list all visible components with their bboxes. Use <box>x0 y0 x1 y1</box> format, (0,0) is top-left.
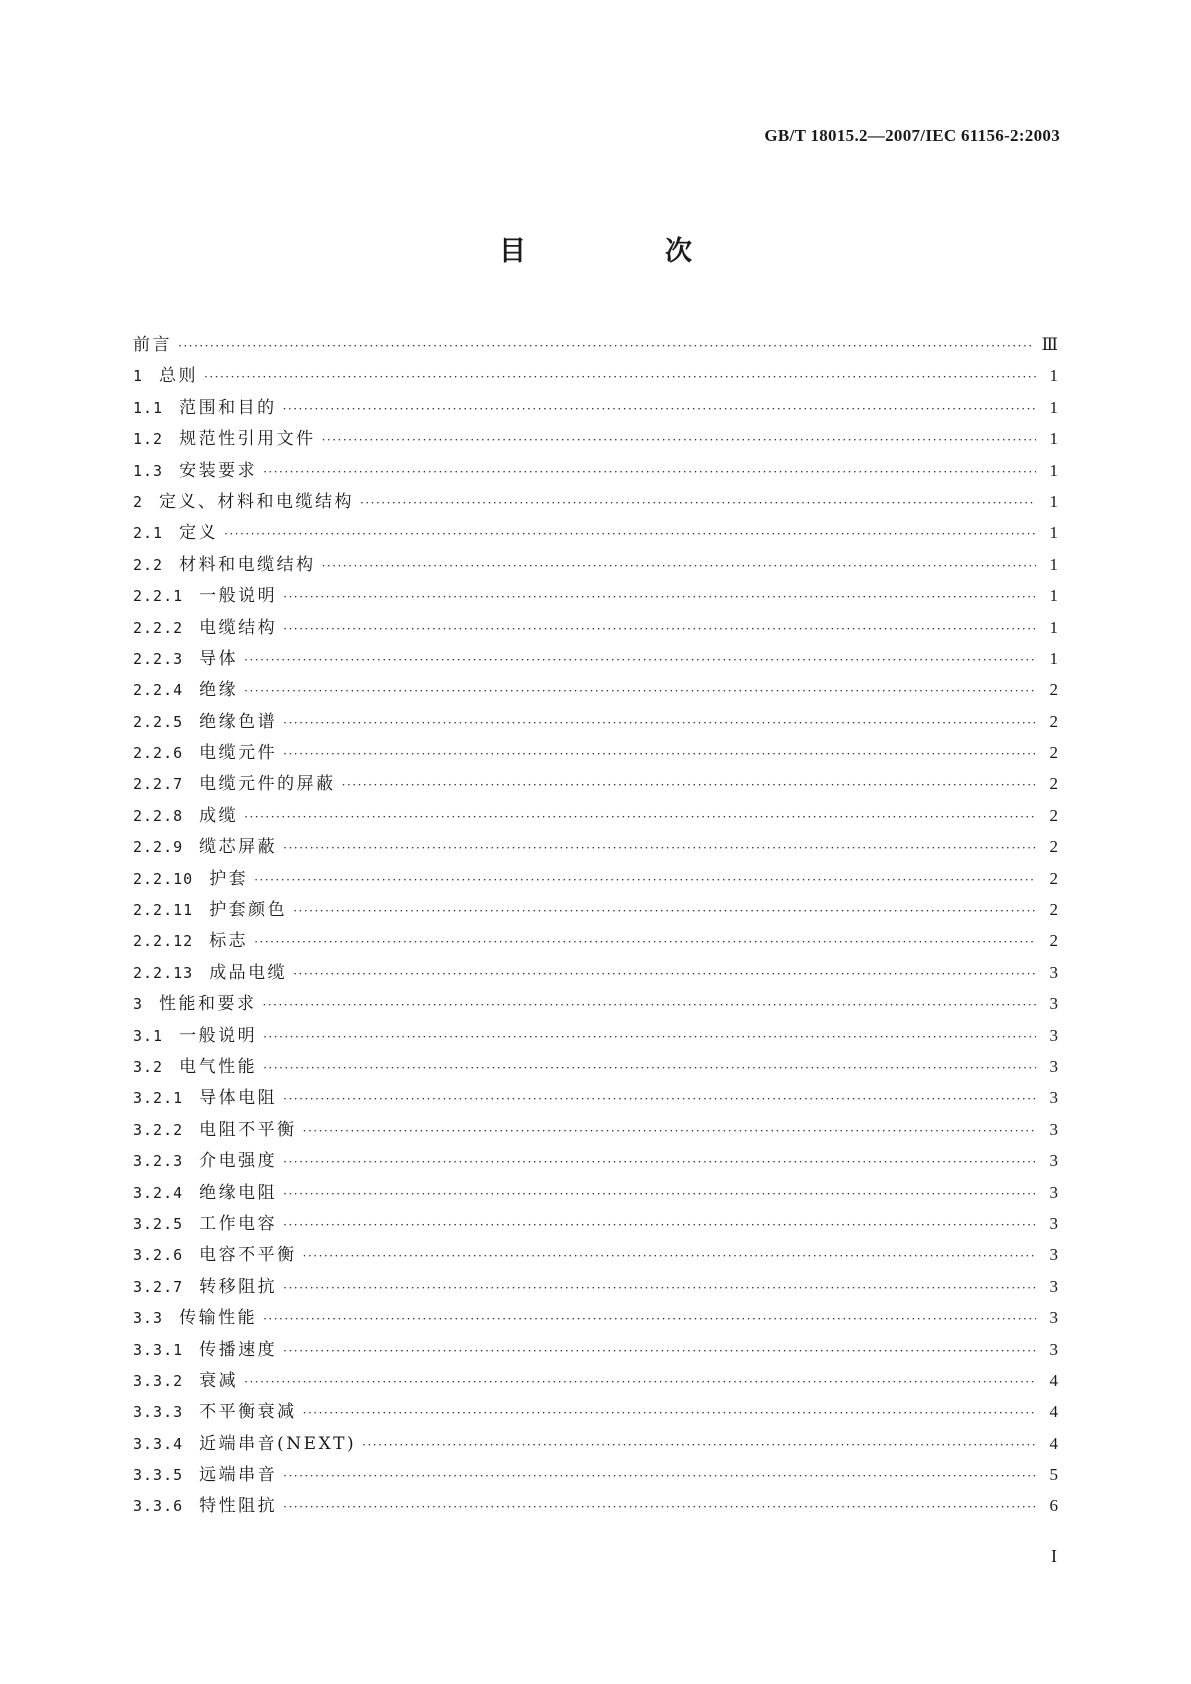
toc-entry-page: 2 <box>1049 711 1058 731</box>
standard-number-header: GB/T 18015.2—2007/IEC 61156-2:2003 <box>764 126 1060 145</box>
toc-entry-page: 3 <box>1049 1182 1058 1202</box>
toc-entry-number: 2.2.11 <box>133 901 194 920</box>
toc-entry-title: 成缆 <box>199 805 239 826</box>
toc-dot-leader <box>283 1155 1036 1169</box>
toc-entry-page: 3 <box>1049 1213 1058 1233</box>
toc-entry[interactable] <box>133 393 1058 424</box>
toc-entry-title: 总则 <box>159 366 199 387</box>
toc-entry-title: 安装要求 <box>179 460 258 481</box>
toc-entry-title: 传播速度 <box>199 1339 278 1360</box>
toc-entry-title: 电缆元件 <box>199 743 278 764</box>
toc-entry-title: 传输性能 <box>179 1308 258 1329</box>
toc-entry-number: 3.1 <box>133 1026 164 1045</box>
toc-entry-number: 2.2 <box>133 555 164 574</box>
toc-dot-leader <box>224 527 1036 541</box>
toc-entry-number: 3.2.6 <box>133 1246 184 1265</box>
page-number: I <box>1051 1546 1057 1566</box>
toc-entry-page: 3 <box>1049 1245 1058 1265</box>
toc-entry[interactable] <box>133 989 1058 1020</box>
toc-entry[interactable] <box>133 1052 1058 1083</box>
toc-dot-leader <box>263 1061 1036 1075</box>
toc-entry[interactable] <box>133 895 1058 926</box>
toc-entry-title: 导体 <box>199 648 239 669</box>
toc-entry-page: 3 <box>1049 1088 1058 1108</box>
toc-entry[interactable] <box>133 1366 1058 1397</box>
toc-entry-page: 2 <box>1049 680 1058 700</box>
toc-entry-page: 2 <box>1049 743 1058 763</box>
toc-entry-number: 1.1 <box>133 398 164 417</box>
toc-entry-title: 前言 <box>133 335 172 355</box>
toc-entry-title: 标志 <box>209 931 249 952</box>
toc-dot-leader <box>360 496 1036 510</box>
toc-entry-page: 1 <box>1049 617 1058 637</box>
toc-entry[interactable] <box>133 1178 1058 1209</box>
toc-entry-page: 3 <box>1049 1056 1058 1076</box>
toc-entry-page: 1 <box>1049 429 1058 449</box>
toc-dot-leader <box>283 747 1036 761</box>
toc-entry-number: 2.2.5 <box>133 712 184 731</box>
toc-entry[interactable] <box>133 926 1058 957</box>
toc-dot-leader <box>322 559 1036 573</box>
toc-dot-leader <box>283 402 1036 416</box>
toc-entry-number: 2.2.9 <box>133 838 184 857</box>
toc-entry-page: 2 <box>1049 900 1058 920</box>
toc-entry-page: 1 <box>1049 648 1058 668</box>
toc-entry-number: 3.2.7 <box>133 1277 184 1296</box>
toc-entry-number: 3.3.6 <box>133 1497 184 1516</box>
toc-entry-title: 规范性引用文件 <box>179 429 316 450</box>
toc-dot-leader <box>283 1469 1036 1483</box>
table-of-contents <box>133 330 1058 1523</box>
toc-entry-page: 1 <box>1049 523 1058 543</box>
toc-entry-number: 3.3.4 <box>133 1434 184 1453</box>
toc-entry-number: 3.3 <box>133 1309 164 1328</box>
toc-entry-page: 4 <box>1049 1402 1058 1422</box>
toc-entry[interactable] <box>133 1429 1058 1460</box>
toc-dot-leader <box>293 967 1036 981</box>
toc-entry-title: 定义、材料和电缆结构 <box>159 491 355 512</box>
toc-entry-title: 范围和目的 <box>179 397 277 418</box>
toc-entry-title: 性能和要求 <box>159 994 257 1015</box>
toc-entry-number: 2.2.6 <box>133 744 184 763</box>
toc-dot-leader <box>322 433 1036 447</box>
toc-entry-page: 1 <box>1049 366 1058 386</box>
toc-entry-number: 3.3.5 <box>133 1466 184 1485</box>
toc-dot-leader <box>362 1438 1036 1452</box>
toc-entry[interactable] <box>133 675 1058 706</box>
toc-entry-number: 2.2.7 <box>133 775 184 794</box>
toc-entry-number: 3.2.1 <box>133 1089 184 1108</box>
toc-entry-number: 2 <box>133 492 144 511</box>
toc-entry[interactable] <box>133 958 1058 989</box>
toc-entry-page: 2 <box>1049 931 1058 951</box>
toc-entry-title: 一般说明 <box>199 586 278 607</box>
toc-entry-number: 1.3 <box>133 461 164 480</box>
toc-entry-page: 3 <box>1049 1308 1058 1328</box>
toc-entry-page: 3 <box>1049 1276 1058 1296</box>
toc-entry-page: 2 <box>1049 837 1058 857</box>
toc-entry-page: 2 <box>1049 774 1058 794</box>
toc-entry[interactable] <box>133 1146 1058 1177</box>
toc-entry-title: 成品电缆 <box>209 962 288 983</box>
toc-entry-number: 3 <box>133 995 144 1014</box>
toc-entry-number: 2.2.13 <box>133 963 194 982</box>
toc-dot-leader <box>283 1500 1036 1514</box>
toc-entry-page: 1 <box>1049 397 1058 417</box>
toc-entry[interactable] <box>133 361 1058 392</box>
toc-entry[interactable] <box>133 1272 1058 1303</box>
toc-entry[interactable] <box>133 864 1058 895</box>
toc-dot-leader <box>283 1218 1036 1232</box>
toc-entry-number: 3.3.2 <box>133 1371 184 1390</box>
toc-entry[interactable] <box>133 1021 1058 1052</box>
toc-entry[interactable] <box>133 1335 1058 1366</box>
toc-entry[interactable] <box>133 1115 1058 1146</box>
toc-entry-title: 电气性能 <box>179 1056 258 1077</box>
toc-entry-number: 2.2.10 <box>133 869 194 888</box>
toc-entry[interactable] <box>133 707 1058 738</box>
toc-dot-leader <box>342 778 1036 792</box>
toc-entry-title: 绝缘电阻 <box>199 1182 278 1203</box>
toc-dot-leader <box>283 590 1036 604</box>
toc-entry-number: 1 <box>133 367 144 386</box>
toc-dot-leader <box>303 1124 1036 1138</box>
toc-entry-page: 2 <box>1049 805 1058 825</box>
toc-dot-leader <box>263 1312 1036 1326</box>
toc-entry-page: 1 <box>1049 586 1058 606</box>
toc-entry-number: 3.2.4 <box>133 1183 184 1202</box>
toc-entry-page: 5 <box>1049 1465 1058 1485</box>
toc-entry[interactable] <box>133 1460 1058 1491</box>
toc-entry[interactable] <box>133 518 1058 549</box>
toc-entry-page: 1 <box>1049 554 1058 574</box>
toc-entry-page: 2 <box>1049 868 1058 888</box>
toc-entry-title: 定义 <box>179 523 219 544</box>
toc-entry-title: 电阻不平衡 <box>199 1119 297 1140</box>
toc-entry[interactable] <box>133 613 1058 644</box>
toc-entry-number: 3.2.5 <box>133 1214 184 1233</box>
toc-entry-number: 3.3.1 <box>133 1340 184 1359</box>
toc-dot-leader <box>283 622 1036 636</box>
toc-entry-title: 衰减 <box>199 1370 239 1391</box>
toc-entry-number: 2.2.12 <box>133 932 194 951</box>
toc-entry-page: 3 <box>1049 1339 1058 1359</box>
toc-dot-leader <box>254 935 1036 949</box>
toc-dot-leader <box>204 370 1036 384</box>
toc-entry-title: 不平衡衰减 <box>199 1402 297 1423</box>
toc-entry-page: 3 <box>1049 1119 1058 1139</box>
toc-dot-leader <box>178 339 1034 353</box>
toc-entry[interactable] <box>133 738 1058 769</box>
toc-dot-leader <box>244 684 1036 698</box>
toc-entry[interactable] <box>133 1209 1058 1240</box>
toc-dot-leader <box>244 1375 1036 1389</box>
toc-entry-page: Ⅲ <box>1041 335 1058 354</box>
toc-entry[interactable] <box>133 424 1058 455</box>
toc-dot-leader <box>244 653 1036 667</box>
toc-dot-leader <box>263 998 1036 1012</box>
toc-dot-leader <box>283 1344 1036 1358</box>
toc-entry-title: 电缆元件的屏蔽 <box>199 774 336 795</box>
toc-entry-title: 绝缘 <box>199 680 239 701</box>
toc-entry-number: 1.2 <box>133 430 164 449</box>
toc-entry-page: 4 <box>1049 1433 1058 1453</box>
toc-entry-title: 护套颜色 <box>209 900 288 921</box>
toc-entry-number: 2.2.1 <box>133 587 184 606</box>
toc-entry-number: 3.2 <box>133 1057 164 1076</box>
toc-entry-title: 远端串音 <box>199 1465 278 1486</box>
toc-entry-title: 缆芯屏蔽 <box>199 837 278 858</box>
toc-dot-leader <box>283 1187 1036 1201</box>
toc-entry-page: 3 <box>1049 1151 1058 1171</box>
toc-dot-leader <box>283 841 1036 855</box>
toc-entry-page: 6 <box>1049 1496 1058 1516</box>
toc-entry-title: 导体电阻 <box>199 1088 278 1109</box>
toc-entry-title: 介电强度 <box>199 1151 278 1172</box>
toc-entry-number: 3.2.3 <box>133 1152 184 1171</box>
toc-dot-leader <box>244 810 1036 824</box>
toc-entry-page: 1 <box>1049 460 1058 480</box>
toc-entry[interactable] <box>133 330 1058 361</box>
toc-entry-title: 电缆结构 <box>199 617 278 638</box>
toc-entry[interactable] <box>133 1397 1058 1428</box>
toc-entry-page: 3 <box>1049 1025 1058 1045</box>
toc-dot-leader <box>263 1030 1036 1044</box>
toc-entry[interactable] <box>133 832 1058 863</box>
toc-entry-title: 工作电容 <box>199 1213 278 1234</box>
toc-entry-number: 2.2.2 <box>133 618 184 637</box>
toc-entry[interactable] <box>133 1303 1058 1334</box>
toc-entry[interactable] <box>133 456 1058 487</box>
toc-entry-page: 3 <box>1049 962 1058 982</box>
toc-entry-title: 材料和电缆结构 <box>179 554 316 575</box>
toc-dot-leader <box>263 465 1036 479</box>
toc-entry-number: 2.1 <box>133 524 164 543</box>
toc-entry-number: 2.2.3 <box>133 649 184 668</box>
toc-entry[interactable] <box>133 487 1058 518</box>
toc-entry-page: 1 <box>1049 491 1058 511</box>
toc-entry-title: 转移阻抗 <box>199 1276 278 1297</box>
toc-entry[interactable] <box>133 581 1058 612</box>
toc-entry[interactable] <box>133 644 1058 675</box>
toc-dot-leader <box>283 716 1036 730</box>
toc-entry-title: 护套 <box>209 868 249 889</box>
toc-entry-title: 近端串音(NEXT) <box>199 1433 357 1454</box>
toc-dot-leader <box>283 1092 1036 1106</box>
page-title: 目 次 <box>499 236 748 267</box>
toc-entry-title: 一般说明 <box>179 1025 258 1046</box>
toc-entry[interactable] <box>133 801 1058 832</box>
toc-entry[interactable] <box>133 769 1058 800</box>
toc-entry-number: 3.2.2 <box>133 1120 184 1139</box>
toc-entry-number: 2.2.4 <box>133 681 184 700</box>
toc-dot-leader <box>283 1281 1036 1295</box>
toc-entry-page: 3 <box>1049 994 1058 1014</box>
toc-entry-page: 4 <box>1049 1370 1058 1390</box>
toc-dot-leader <box>303 1406 1036 1420</box>
toc-dot-leader <box>303 1249 1036 1263</box>
toc-entry-number: 2.2.8 <box>133 806 184 825</box>
toc-dot-leader <box>254 873 1036 887</box>
toc-entry-title: 电容不平衡 <box>199 1245 297 1266</box>
toc-entry-title: 绝缘色谱 <box>199 711 278 732</box>
toc-entry[interactable] <box>133 1491 1058 1522</box>
toc-entry[interactable] <box>133 1083 1058 1114</box>
toc-dot-leader <box>293 904 1036 918</box>
toc-entry-number: 3.3.3 <box>133 1403 184 1422</box>
toc-entry-title: 特性阻抗 <box>199 1496 278 1517</box>
toc-entry[interactable] <box>133 1240 1058 1271</box>
toc-entry[interactable] <box>133 550 1058 581</box>
